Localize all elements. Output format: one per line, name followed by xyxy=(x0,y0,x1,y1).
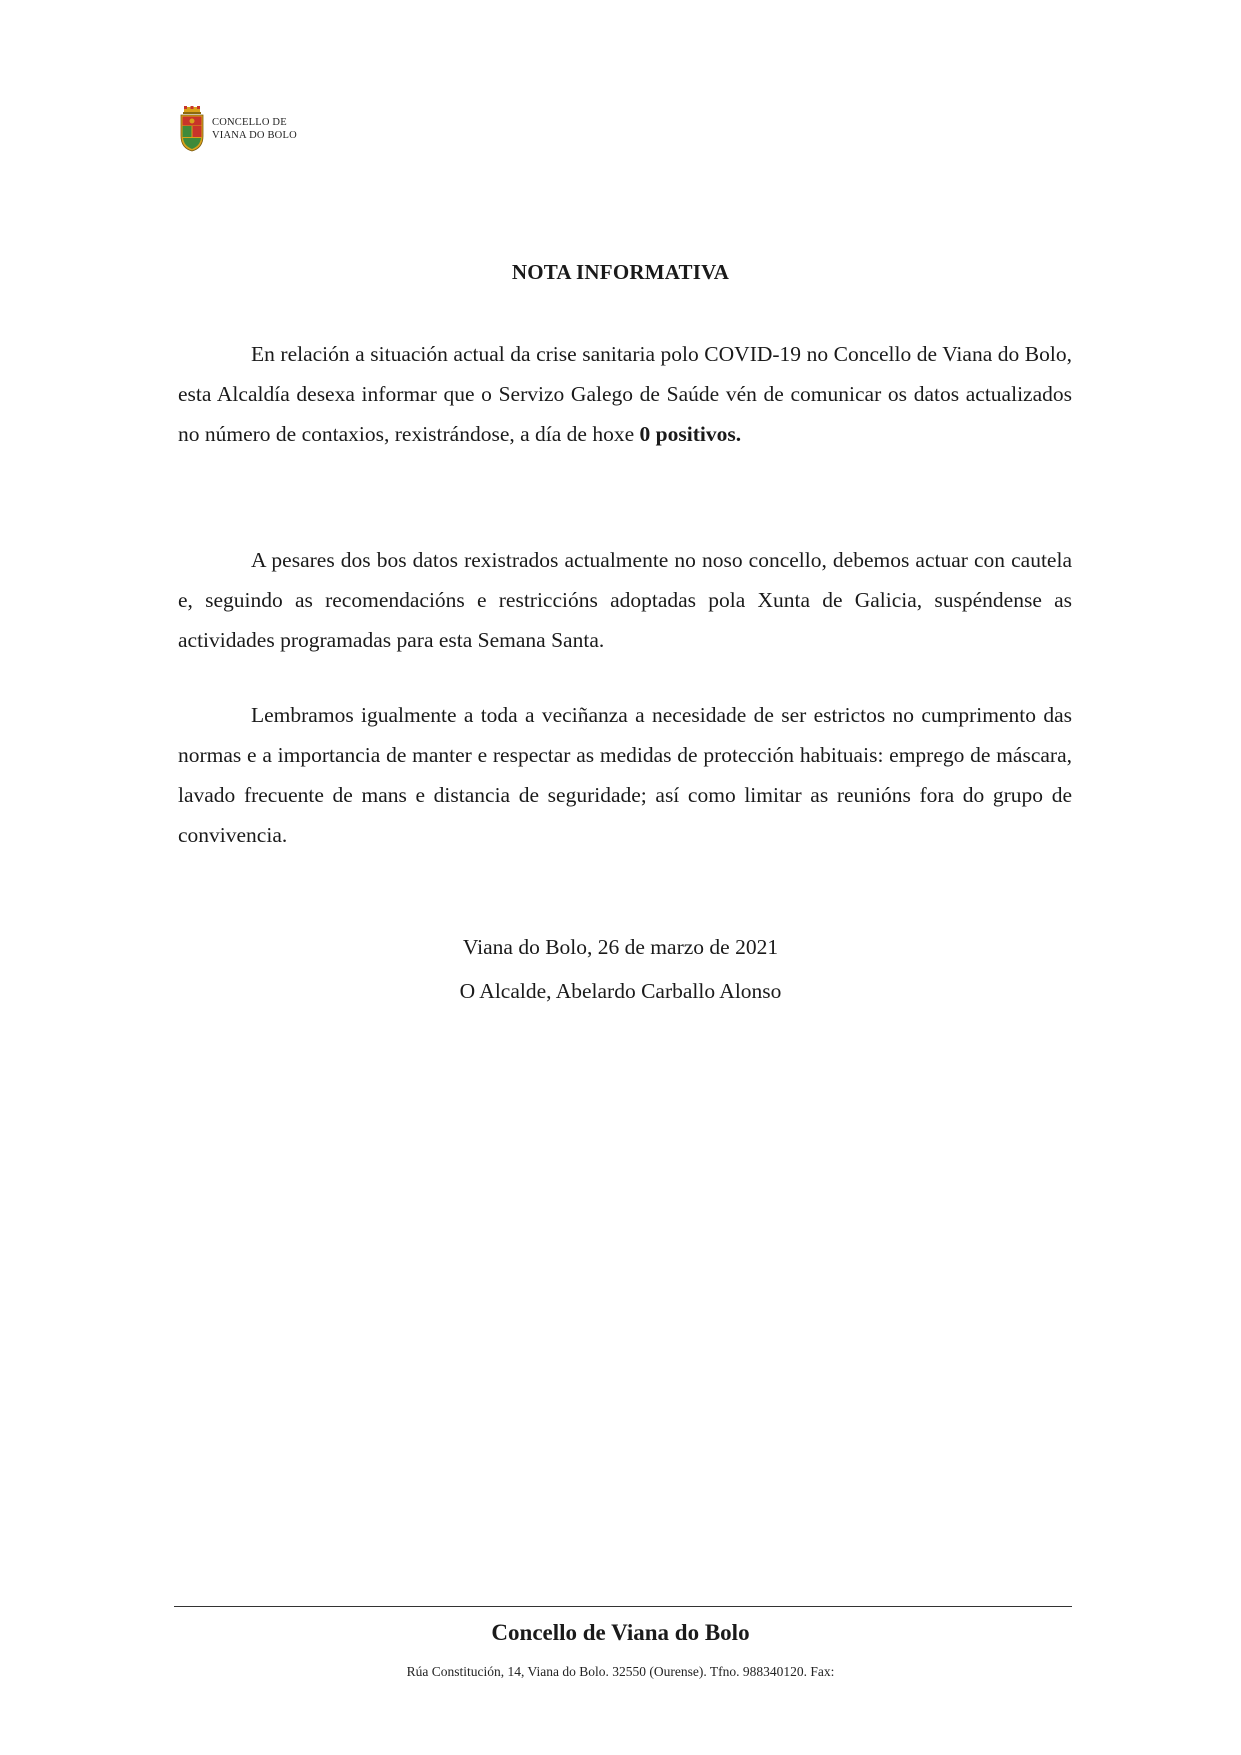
footer-title: Concello de Viana do Bolo xyxy=(491,1620,750,1645)
paragraph-3-text: Lembramos igualmente a toda a veciñanza a necesidade de ser estrictos no cumprimento das normas e a importancia de manter e respectar as medidas de protección habituais: emprego de máscara, lavado frecuente de mans e distancia de seguridade; así como limitar as reunións fora do grupo de convivencia. xyxy=(178,703,1072,847)
signatory: O Alcalde, Abelardo Carballo Alonso xyxy=(459,979,782,1003)
logo-line-1: CONCELLO DE xyxy=(212,117,287,128)
paragraph-3 xyxy=(178,695,1072,855)
positives-count: 0 positivos. xyxy=(639,422,742,446)
logo-line-2: VIANA DO BOLO xyxy=(212,130,297,141)
footer-address: Rúa Constitución, 14, Viana do Bolo. 32550 (Ourense). Tfno. 988340120. Fax: xyxy=(406,1664,835,1679)
concello-logo xyxy=(178,106,297,152)
paragraph-1-text: En relación a situación actual da crise sanitaria polo COVID-19 no Concello de Viana do Bolo, esta Alcaldía desexa informar que o Servizo Galego de Saúde vén de comunicar os datos actualizados no número de contaxios, rexistrándose, a día de hoxe xyxy=(178,342,1072,446)
signature-block xyxy=(0,925,1241,1013)
coat-of-arms-icon xyxy=(178,106,206,152)
place-date: Viana do Bolo, 26 de marzo de 2021 xyxy=(462,935,779,959)
footer-divider xyxy=(174,1606,1072,1607)
paragraph-1 xyxy=(178,334,1072,454)
logo-text xyxy=(212,116,297,142)
paragraph-2 xyxy=(178,540,1072,660)
paragraph-2-text: A pesares dos bos datos rexistrados actualmente no noso concello, debemos actuar con cautela e, seguindo as recomendacións e restriccións adoptadas pola Xunta de Galicia, suspéndense as actividades programadas para esta Semana Santa. xyxy=(178,548,1072,652)
document-title: NOTA INFORMATIVA xyxy=(511,260,730,284)
